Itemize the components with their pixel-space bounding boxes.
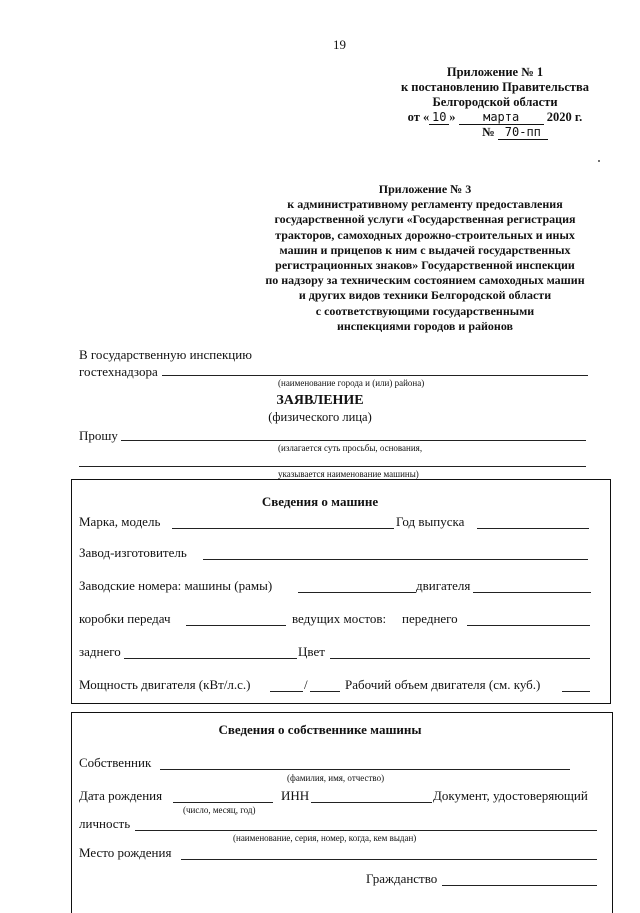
citizenship-field[interactable]: [442, 885, 597, 886]
front-axle-field[interactable]: [467, 625, 590, 626]
decree-number: 70-пп: [498, 126, 548, 140]
power-slash: /: [304, 677, 308, 692]
front-axle-label: переднего: [402, 611, 458, 626]
appendix-3-block: [225, 182, 625, 334]
inspection-name-field[interactable]: [162, 375, 588, 376]
birth-date-field[interactable]: [173, 802, 273, 803]
appendix-1-title: Приложение № 1: [446, 65, 544, 79]
frame-number-field[interactable]: [298, 592, 416, 593]
birth-date-hint: (число, месяц, год): [183, 805, 256, 815]
date-day: 10: [429, 111, 449, 125]
manufacturer-label: Завод-изготовитель: [79, 545, 187, 560]
request-field-2[interactable]: [79, 466, 586, 467]
request-hint-1: (излагается суть просьбы, основания,: [278, 443, 423, 453]
document-label: Документ, удостоверяющий: [433, 788, 588, 803]
appendix-3-line: и других видов техники Белгородской области: [298, 288, 552, 303]
drive-axles-label: ведущих мостов:: [292, 611, 387, 626]
appendix-3-line: тракторов, самоходных дорожно-строительных и иных: [275, 227, 575, 242]
inspection-hint: (наименование города и (или) района): [278, 378, 425, 388]
gearbox-field[interactable]: [186, 625, 286, 626]
addressee-line1: В государственную инспекцию: [79, 347, 252, 362]
addressee-line2: гостехнадзора: [79, 364, 158, 379]
displacement-label: Рабочий объем двигателя (см. куб.): [345, 677, 541, 692]
engine-number-field[interactable]: [473, 592, 591, 593]
request-field[interactable]: [121, 440, 586, 441]
appendix-3-line: по надзору за техническим состоянием самоходных машин: [265, 273, 585, 288]
request-hint-2: указывается наименование машины): [278, 469, 419, 479]
engine-label: двигателя: [416, 578, 471, 593]
identity-hint: (наименование, серия, номер, когда, кем выдан): [233, 833, 417, 843]
appendix-1-block: [395, 65, 595, 140]
appendix-3-line: с соответствующими государственными: [315, 303, 535, 318]
appendix-3-line: регистрационных знаков» Государственной инспекции: [275, 258, 575, 273]
appendix-1-line2: к постановлению Правительства: [400, 80, 590, 94]
owner-hint: (фамилия, имя, отчество): [287, 773, 385, 783]
appendix-3-line: к административному регламенту предоставления: [287, 197, 563, 212]
power-kw-field[interactable]: [270, 691, 303, 692]
displacement-field[interactable]: [562, 691, 590, 692]
page-number: 19: [333, 37, 346, 52]
color-field[interactable]: [330, 658, 590, 659]
gearbox-label: коробки передач: [79, 611, 171, 626]
rear-axle-label: заднего: [79, 644, 121, 659]
citizenship-label: Гражданство: [366, 871, 438, 886]
machine-heading: Сведения о машине: [261, 494, 379, 509]
inn-field[interactable]: [311, 802, 432, 803]
owner-info-box: [71, 712, 613, 913]
factory-numbers-label: Заводские номера: машины (рамы): [79, 578, 273, 593]
appendix-1-number: [435, 125, 595, 140]
date-month: марта: [459, 111, 544, 125]
owner-label: Собственник: [79, 755, 152, 770]
owner-heading: Сведения о собственнике машины: [218, 722, 422, 737]
date-year: 2020 г.: [546, 110, 583, 124]
number-prefix: №: [482, 125, 495, 139]
birth-date-label: Дата рождения: [79, 788, 163, 803]
power-hp-field[interactable]: [310, 691, 340, 692]
birth-place-label: Место рождения: [79, 845, 172, 860]
document-subtitle: (физического лица): [268, 410, 372, 424]
appendix-3-line: государственной услуги «Государственная регистрация: [274, 212, 576, 227]
rear-axle-field[interactable]: [124, 658, 297, 659]
brand-model-label: Марка, модель: [79, 514, 161, 529]
appendix-1-line3: Белгородской области: [432, 95, 558, 109]
identity-document-field[interactable]: [135, 830, 597, 831]
request-label: Прошу: [79, 428, 118, 443]
appendix-3-line: машин и прицепов к ним с выдачей государственных: [279, 242, 571, 257]
engine-power-label: Мощность двигателя (кВт/л.с.): [79, 677, 251, 692]
document-title: ЗАЯВЛЕНИЕ: [276, 393, 364, 408]
identity-label: личность: [79, 816, 131, 831]
appendix-3-line: инспекциями городов и районов: [336, 318, 514, 333]
birth-place-field[interactable]: [181, 859, 597, 860]
owner-field[interactable]: [160, 769, 570, 770]
appendix-1-date: [395, 110, 595, 125]
brand-model-field[interactable]: [172, 528, 394, 529]
color-label: Цвет: [298, 644, 325, 659]
date-prefix: от «: [407, 110, 430, 124]
speck: [598, 160, 600, 162]
inn-label: ИНН: [281, 788, 310, 803]
manufacturer-field[interactable]: [203, 559, 588, 560]
date-quote: »: [449, 110, 456, 124]
appendix-3-line: Приложение № 3: [378, 182, 472, 196]
year-label: Год выпуска: [396, 514, 465, 529]
year-field[interactable]: [477, 528, 589, 529]
